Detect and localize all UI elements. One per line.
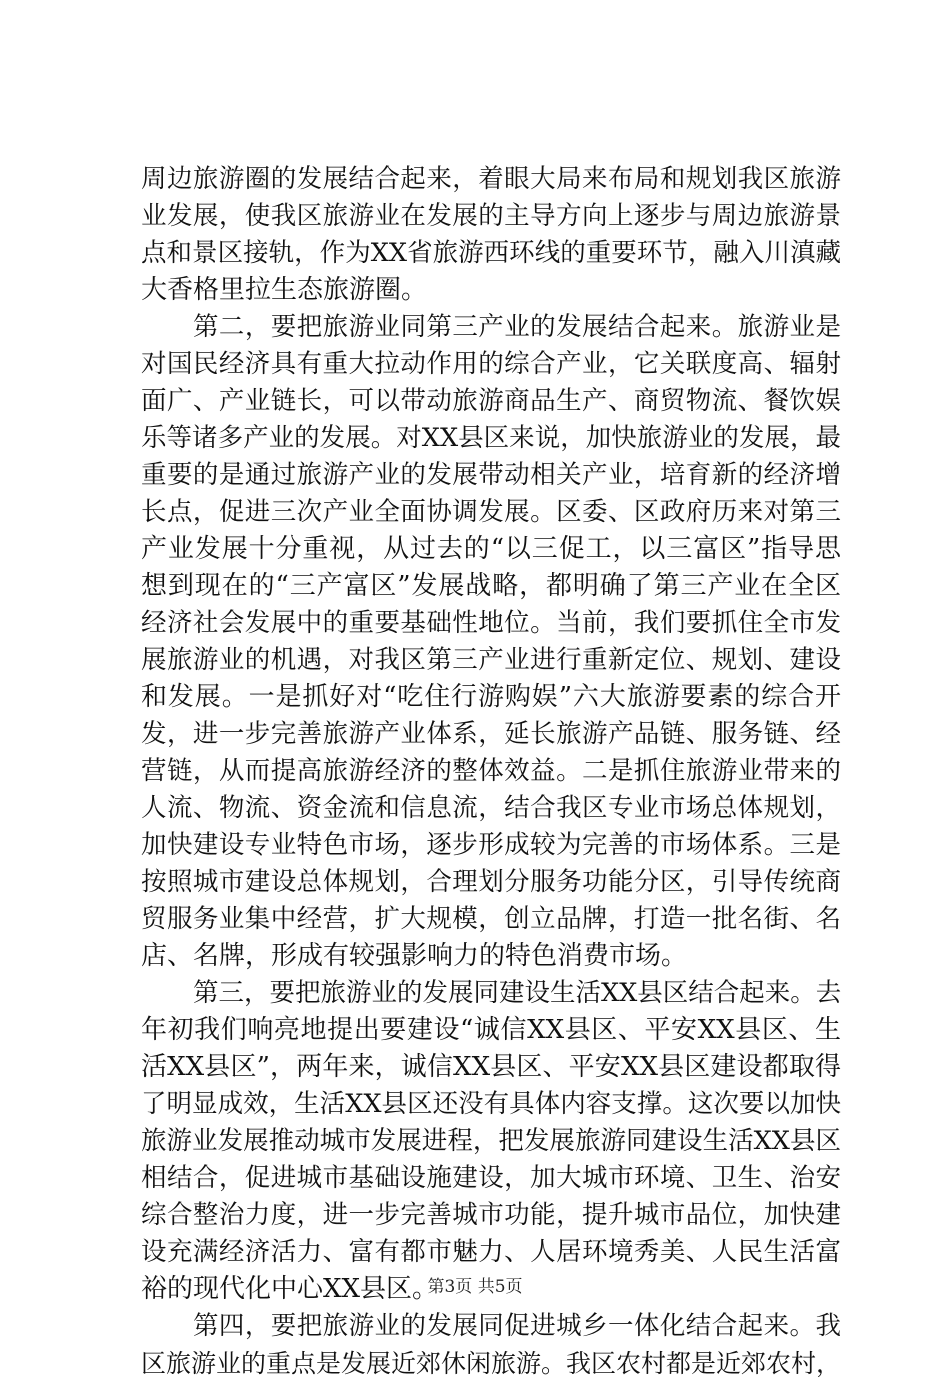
text-line: 第二，要把旅游业同第三产业的发展结合起来。旅游业是 [193,312,841,342]
text-line: 和发展。一是抓好对“吃住行游购娱”六大旅游要素的综合开 [141,682,841,712]
text-line: 第四，要把旅游业的发展同促进城乡一体化结合起来。我 [193,1311,841,1341]
page-number-footer: 第3页 共5页 [427,1277,523,1297]
text-line: 长点，促进三次产业全面协调发展。区委、区政府历来对第三 [141,497,841,527]
text-line: 加快建设专业特色市场，逐步形成较为完善的市场体系。三是 [141,830,841,860]
text-line: 面广、产业链长，可以带动旅游商品生产、商贸物流、餐饮娱 [141,386,841,416]
text-line: 点和景区接轨，作为XX省旅游西环线的重要环节，融入川滇藏 [141,238,841,268]
text-line: 发，进一步完善旅游产业体系，延长旅游产品链、服务链、经 [141,719,841,749]
text-line: 第三，要把旅游业的发展同建设生活XX县区结合起来。去 [193,978,842,1008]
text-line: 产业发展十分重视，从过去的“以三促工，以三富区”指导思 [141,534,841,564]
text-line: 旅游业发展推动城市发展进程，把发展旅游同建设生活XX县区 [141,1126,841,1156]
text-line: 综合整治力度，进一步完善城市功能，提升城市品位，加快建 [141,1200,841,1230]
text-line: 相结合，促进城市基础设施建设，加大城市环境、卫生、治安 [141,1163,841,1193]
text-line: 店、名牌，形成有较强影响力的特色消费市场。 [141,941,688,971]
text-line: 按照城市建设总体规划，合理划分服务功能分区，引导传统商 [141,867,841,897]
text-line: 乐等诸多产业的发展。对XX县区来说，加快旅游业的发展，最 [141,423,841,453]
text-line: 活XX县区”，两年来，诚信XX县区、平安XX县区建设都取得 [141,1052,841,1082]
text-line: 裕的现代化中心XX县区。 [141,1274,439,1304]
text-line: 对国民经济具有重大拉动作用的综合产业，它关联度高、辐射 [141,349,841,379]
text-line: 展旅游业的机遇，对我区第三产业进行重新定位、规划、建设 [141,645,841,675]
document-body [141,161,841,1382]
text-line: 业发展，使我区旅游业在发展的主导方向上逐步与周边旅游景 [141,201,841,231]
text-line: 重要的是通过旅游产业的发展带动相关产业，培育新的经济增 [141,460,841,490]
text-line: 大香格里拉生态旅游圈。 [141,275,428,305]
text-line: 想到现在的“三产富区”发展战略，都明确了第三产业在全区 [141,571,841,601]
text-line: 人流、物流、资金流和信息流，结合我区专业市场总体规划， [141,793,841,823]
text-line: 周边旅游圈的发展结合起来，着眼大局来布局和规划我区旅游 [141,164,841,194]
text-line: 区旅游业的重点是发展近郊休闲旅游。我区农村都是近郊农村， [141,1349,842,1378]
text-line: 了明显成效，生活XX县区还没有具体内容支撑。这次要以加快 [141,1089,841,1119]
text-line: 贸服务业集中经营，扩大规模，创立品牌，打造一批名街、名 [141,904,841,934]
text-line: 设充满经济活力、富有都市魅力、人居环境秀美、人民生活富 [141,1237,841,1267]
text-line: 经济社会发展中的重要基础性地位。当前，我们要抓住全市发 [141,608,841,638]
text-line: 年初我们响亮地提出要建设“诚信XX县区、平安XX县区、生 [141,1015,841,1045]
text-line: 营链，从而提高旅游经济的整体效益。二是抓住旅游业带来的 [141,756,841,786]
